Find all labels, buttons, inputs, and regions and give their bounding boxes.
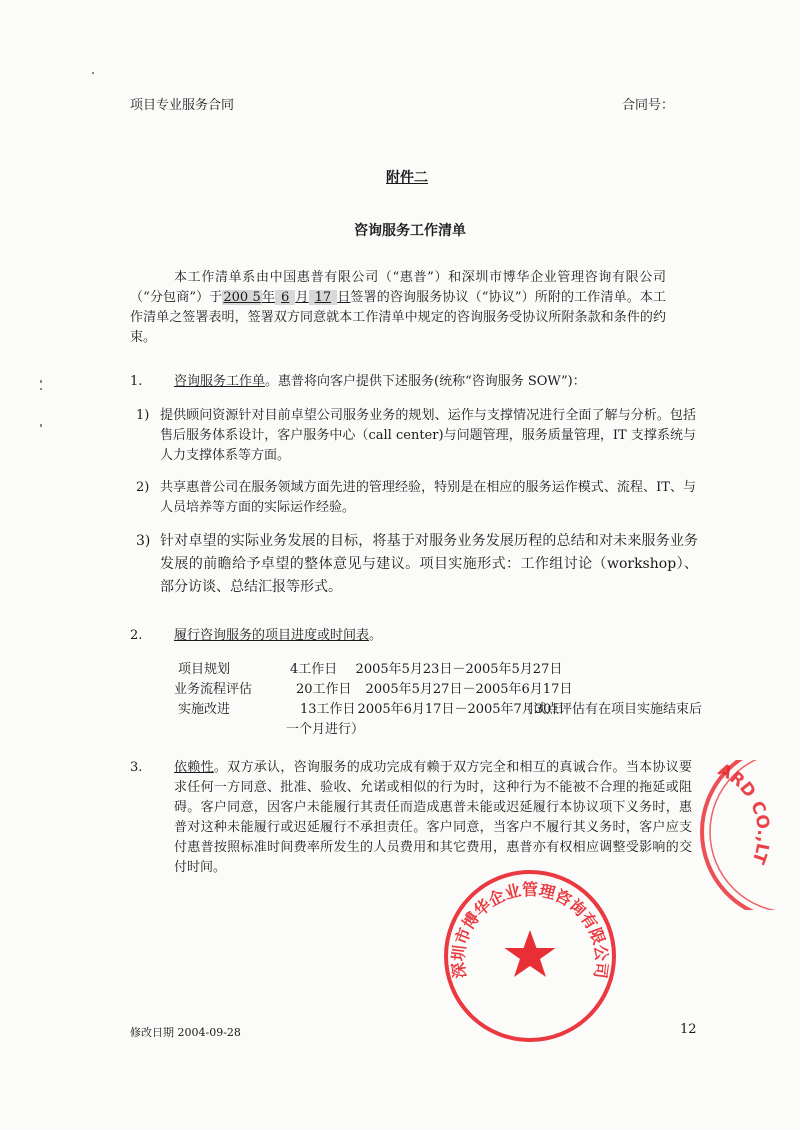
seal-star-icon (505, 930, 556, 977)
service-item-3: 针对卓望的实际业务发展的目标，将基于对服务业务发展历程的总结和对未来服务业务发展的前瞻给予卓望的整体意见与建议。项目实施形式：工作组讨论（workshop）、部分访谈、总结汇报等形式。 (160, 533, 698, 595)
phase-days: 13工作日 (300, 702, 356, 717)
phase-range: 2005年5月27日－2005年6月17日 (365, 682, 573, 697)
sign-year-suffix: 年 (261, 290, 276, 305)
table-row (174, 660, 572, 680)
section3-paragraph (174, 758, 692, 878)
item-number: 3) (136, 533, 151, 549)
document-title: 咨询服务工作清单 (354, 223, 466, 239)
table-row (174, 680, 572, 700)
item-number: 2) (136, 480, 150, 495)
partial-seal (690, 760, 800, 910)
sign-month-suffix: 月 (295, 290, 309, 305)
section2-title: 履行咨询服务的项目进度或时间表 (174, 628, 370, 643)
section1-title: 咨询服务工作单 (174, 374, 266, 389)
section3-title: 依赖性 (174, 760, 214, 775)
section3-text: 。双方承认，咨询服务的成功完成有赖于双方完全和相互的真诚合作。当本协议要求任何一方同意、批准、验收、允诺或相似的行为时，这种行为不能被不合理的拖延或阻碍。客户同意，因客户未能履行其责任而造成惠普未能或迟延履行本协议项下义务时，惠普对这种未能履行或迟延履行不承担责任。客户同意，当客户不履行其义务时，客户应支付惠普按照标准时间费率所发生的人员费用和其它费用，惠普亦有权相应调整受影响的交付时间。 (174, 760, 692, 875)
page-number: 12 (680, 1022, 697, 1037)
intro-paragraph (130, 268, 666, 348)
section1-text: 。惠普将向客户提供下述服务(统称“咨询服务 SOW”)： (265, 374, 586, 389)
phase-days: 20工作日 (296, 682, 352, 697)
phase-name: 业务流程评估 (174, 682, 253, 697)
phase-range: 2005年5月23日－2005年5月27日 (355, 662, 563, 677)
item-number: 1) (136, 408, 150, 423)
sign-month: 6 (275, 290, 295, 305)
intro-text-2: 签署的咨询服务协议（“协议”）所附的工作清单。本工作清单之签署表明，签署双方同意就本工作清单中规定的咨询服务受协议所附条款和条件的约束。 (130, 290, 666, 345)
phase-range: 2005年6月17日－2005年7月30日 (357, 702, 565, 717)
seal-text: 深圳市博华企业管理咨询有限公司 (448, 880, 612, 980)
sign-day: 17 (309, 290, 338, 305)
partial-seal-text: ARD CO.,LT (714, 760, 773, 867)
section2-number: 2. (130, 628, 143, 643)
service-item-1: 提供顾问资源针对目前卓望公司服务业务的规划、运作与支撑情况进行全面了解与分析。包括售后服务体系设计，客户服务中心（call center)与问题管理，服务质量管理，IT 支撑系统与人力支撑体系等方面。 (160, 408, 696, 463)
phase-name: 项目规划 (178, 662, 231, 677)
section2-heading (174, 626, 382, 646)
attachment-title: 附件二 (386, 170, 428, 186)
section2-suffix: 。 (369, 628, 383, 643)
section1-heading (174, 372, 694, 392)
sign-day-suffix: 日 (337, 290, 351, 305)
service-item-2: 共享惠普公司在服务领域方面先进的管理经验，特别是在相应的服务运作模式、流程、IT、与人员培养等方面的实际运作经验。 (160, 480, 696, 515)
header-doc-name: 项目专业服务合同 (130, 98, 235, 113)
revision-date: 修改日期 2004-09-28 (130, 1026, 241, 1039)
company-seal (442, 868, 618, 1044)
section3-number: 3. (130, 760, 143, 775)
phase-days: 4工作日 (290, 662, 338, 677)
phase-note: （试点评估有在项目实施结束后一个月进行） (286, 702, 703, 737)
section1-number: 1. (130, 374, 143, 389)
intro-text-1: 本工作清单系由中国惠普有限公司（“惠普”）和深圳市博华企业管理咨询有限公司（“分包商”）于 (130, 270, 666, 305)
phase-name: 实施改进 (178, 702, 231, 717)
contract-number-label: 合同号： (622, 98, 675, 113)
sign-year: 200 5 (223, 290, 261, 305)
